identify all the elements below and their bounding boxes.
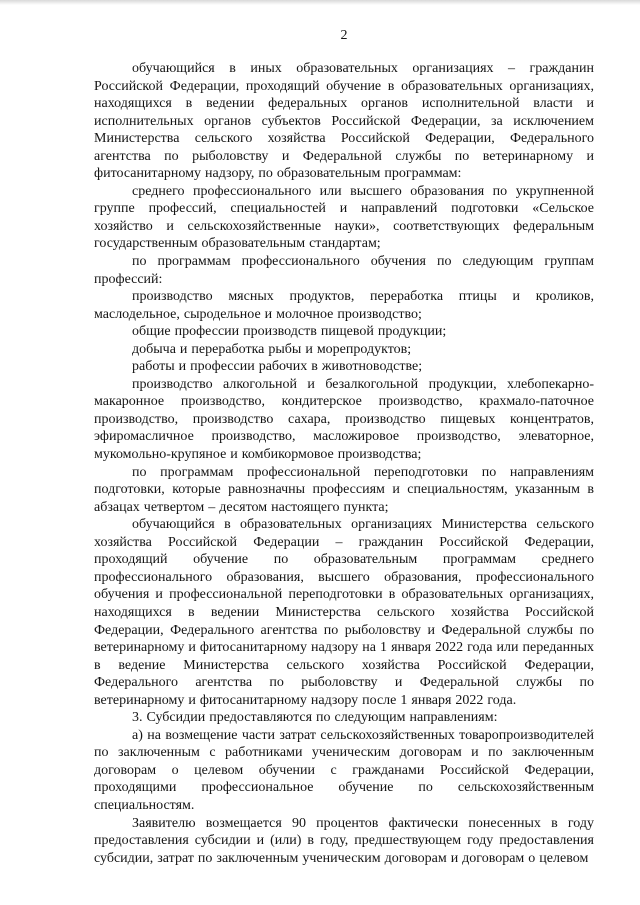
paragraph: производство мясных продуктов, переработка птицы и кроликов, маслодельное, сыродельное и молочное производство; (94, 289, 594, 322)
document-body (94, 60, 594, 867)
paragraph: обучающийся в образовательных организациях Министерства сельского хозяйства Российской Федерации – гражданин Российской Федерации, проходящий обучение по образовательным программам среднего профессионального образования, высшего образования, профессионального обучения и профессиональной переподготовки в образовательных организациях, находящихся в ведении Министерства сельского хозяйства Российской Федерации, Федерального агентства по рыболовству и Федеральной службы по ветеринарному и фитосанитарному надзору на 1 января 2022 года или переданных в ведение Министерства сельского хозяйства Российской Федерации, Федерального агентства по рыболовству и Федеральной службы по ветеринарному и фитосанитарному надзору после 1 января 2022 года. (94, 517, 594, 708)
paragraph: по программам профессиональной переподготовки по направлениям подготовки, которые равнозначны профессиям и специальностям, указанным в абзацах четвертом – десятом настоящего пункта; (94, 464, 594, 515)
paragraph: добыча и переработка рыбы и морепродуктов; (132, 341, 412, 357)
paragraph: а) на возмещение части затрат сельскохозяйственных товаропроизводителей по заключенным с работниками ученическим договорам и по заключенным договорам о целевом обучении с гражданами Российской Федерации, проходящими профессиональное обучение по сельскохозяйственным специальностям. (94, 727, 594, 813)
paragraph: по программам профессионального обучения по следующим группам профессий: (94, 254, 594, 287)
page-number: 2 (340, 28, 348, 43)
paragraph: 3. Субсидии предоставляются по следующим направлениям: (132, 710, 498, 726)
paragraph: обучающийся в иных образовательных организациях – гражданин Российской Федерации, проходящий обучение в образовательных организациях, находящихся в ведении федеральных органов исполнительной власти и исполнительных органов субъектов Российской Федерации, за исключением Министерства сельского хозяйства Российской Федерации, Федерального агентства по рыболовству и Федеральной службы по ветеринарному и фитосанитарному надзору, по образовательным программам: (94, 61, 594, 182)
paragraph: работы и профессии рабочих в животноводстве; (132, 359, 423, 375)
paragraph: производство алкогольной и безалкогольной продукции, хлебопекарно-макаронное производство, кондитерское производство, крахмало-паточное производство, производство сахара, производство пищевых концентратов, эфиромасличное производство, масложировое производство, элеваторное, мукомольно-крупяное и комбикормовое производства; (94, 376, 594, 463)
paragraph: общие профессии производств пищевой продукции; (132, 324, 447, 340)
paragraph: Заявителю возмещается 90 процентов фактически понесенных в году предоставления субсидии и (или) в году, предшествующем году предоставления субсидии, затрат по заключенным ученическим договорам и договорам о целевом (94, 815, 594, 866)
paragraph: среднего профессионального или высшего образования по укрупненной группе профессий, специальностей и направлений подготовки «Сельское хозяйство и сельскохозяйственные науки», соответствующих федеральным государственным образовательным стандартам; (94, 183, 594, 252)
